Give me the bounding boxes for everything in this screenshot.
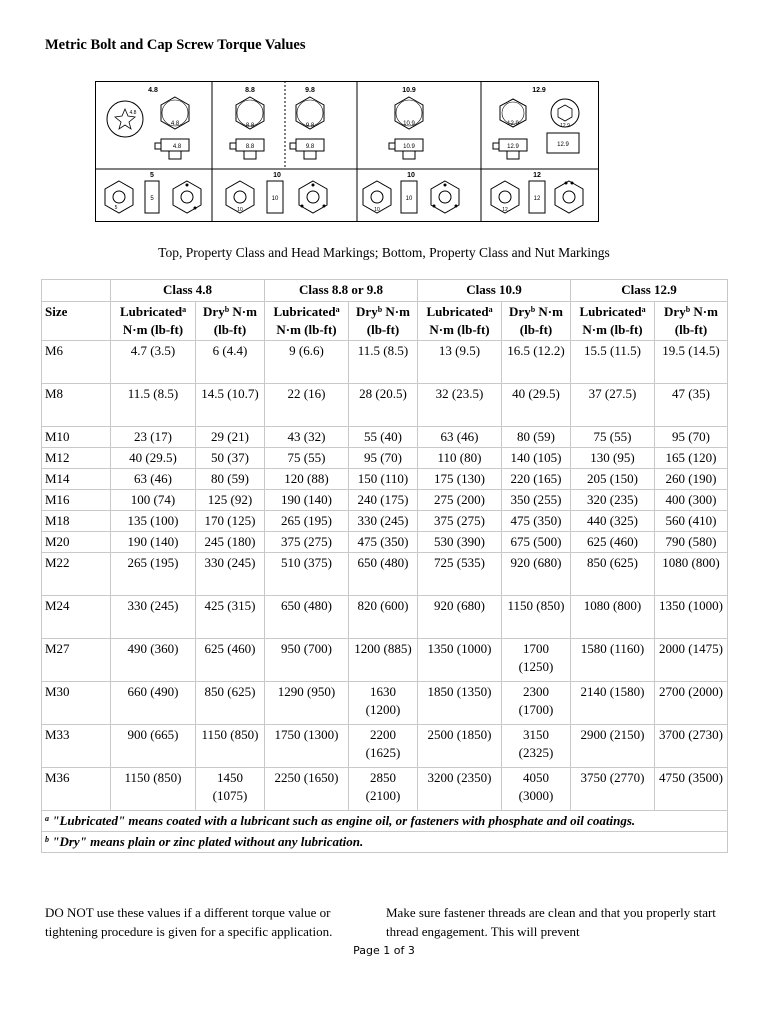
usage-note-left: DO NOT use these values if a different torque value or tightening procedure is given for a specific application.: [45, 905, 333, 939]
torque-value-cell: 1350 (1000): [655, 596, 728, 639]
class-header: Class 4.8: [111, 280, 265, 302]
torque-value-cell: 900 (665): [111, 725, 196, 768]
torque-value-cell: 75 (55): [265, 448, 349, 469]
class-header-row: [42, 280, 728, 302]
torque-value-cell: 530 (390): [418, 532, 502, 553]
torque-value-cell: 95 (70): [349, 448, 418, 469]
torque-value-cell: 63 (46): [418, 427, 502, 448]
torque-value-cell: 790 (580): [655, 532, 728, 553]
torque-value-cell: 820 (600): [349, 596, 418, 639]
torque-table: [41, 279, 728, 853]
head-mark: 12.9: [560, 123, 570, 129]
torque-value-cell: 23 (17): [111, 427, 196, 448]
torque-value-cell: 440 (325): [571, 511, 655, 532]
torque-value-cell: 260 (190): [655, 469, 728, 490]
class-label: 9.8: [305, 87, 315, 94]
class-label: 12: [533, 172, 541, 179]
torque-value-cell: 4.7 (3.5): [111, 341, 196, 384]
torque-value-cell: 1850 (1350): [418, 682, 502, 725]
usage-note-right: Make sure fastener threads are clean and that you properly start thread engagement. This will prevent: [386, 905, 716, 939]
torque-value-cell: 80 (59): [196, 469, 265, 490]
torque-value-cell: 275 (200): [418, 490, 502, 511]
torque-value-cell: 220 (165): [502, 469, 571, 490]
torque-value-cell: 63 (46): [111, 469, 196, 490]
torque-value-cell: 165 (120): [655, 448, 728, 469]
size-cell: M18: [42, 511, 111, 532]
class-label: 10: [407, 172, 415, 179]
torque-value-cell: 1080 (800): [571, 596, 655, 639]
torque-value-cell: 1290 (950): [265, 682, 349, 725]
torque-value-cell: 2200 (1625): [349, 725, 418, 768]
torque-value-cell: 920 (680): [418, 596, 502, 639]
torque-value-cell: 13 (9.5): [418, 341, 502, 384]
class-header: Class 10.9: [418, 280, 571, 302]
size-cell: M16: [42, 490, 111, 511]
torque-value-cell: 265 (195): [111, 553, 196, 596]
torque-value-cell: 850 (625): [196, 682, 265, 725]
size-cell: M27: [42, 639, 111, 682]
torque-value-cell: 190 (140): [111, 532, 196, 553]
table-row: [42, 511, 728, 532]
torque-value-cell: 100 (74): [111, 490, 196, 511]
head-mark: 4.8: [172, 144, 182, 150]
torque-value-cell: 190 (140): [265, 490, 349, 511]
torque-value-cell: 490 (360): [111, 639, 196, 682]
table-row: [42, 532, 728, 553]
torque-value-cell: 475 (350): [502, 511, 571, 532]
torque-value-cell: 2000 (1475): [655, 639, 728, 682]
nut-mark: 10: [405, 196, 413, 202]
class-label: 12.9: [532, 87, 546, 94]
figure-caption: Top, Property Class and Head Markings; Bottom, Property Class and Nut Markings: [158, 245, 610, 260]
torque-value-cell: 40 (29.5): [111, 448, 196, 469]
unit-header-row: [42, 302, 728, 341]
nut-mark: 10: [374, 207, 380, 213]
torque-value-cell: 4750 (3500): [655, 768, 728, 811]
size-cell: M6: [42, 341, 111, 384]
size-header: Size: [42, 302, 111, 341]
torque-value-cell: 28 (20.5): [349, 384, 418, 427]
torque-value-cell: 350 (255): [502, 490, 571, 511]
torque-value-cell: 1150 (850): [502, 596, 571, 639]
head-mark: 12.9: [557, 142, 569, 148]
table-row: [42, 490, 728, 511]
torque-value-cell: 2700 (2000): [655, 682, 728, 725]
torque-value-cell: 1150 (850): [111, 768, 196, 811]
torque-value-cell: 110 (80): [418, 448, 502, 469]
torque-value-cell: 130 (95): [571, 448, 655, 469]
torque-value-cell: 240 (175): [349, 490, 418, 511]
torque-value-cell: 510 (375): [265, 553, 349, 596]
torque-value-cell: 125 (92): [196, 490, 265, 511]
size-cell: M20: [42, 532, 111, 553]
torque-value-cell: 135 (100): [111, 511, 196, 532]
table-row: [42, 448, 728, 469]
torque-value-cell: 50 (37): [196, 448, 265, 469]
torque-value-cell: 475 (350): [349, 532, 418, 553]
class-label: 10.9: [402, 87, 416, 94]
head-mark: 8.8: [245, 123, 255, 129]
torque-value-cell: 2900 (2150): [571, 725, 655, 768]
nut-top: [105, 181, 133, 213]
footnote-dry: $^b$ "Dry" means plain or zinc plated without any lubrication.: [42, 832, 728, 853]
torque-value-cell: 22 (16): [265, 384, 349, 427]
head-mark: 12.9: [507, 144, 519, 150]
torque-value-cell: 2250 (1650): [265, 768, 349, 811]
head-mark: 10.9: [403, 144, 415, 150]
torque-value-cell: 375 (275): [418, 511, 502, 532]
torque-value-cell: 2850 (2100): [349, 768, 418, 811]
torque-value-cell: 170 (125): [196, 511, 265, 532]
torque-value-cell: 205 (150): [571, 469, 655, 490]
torque-value-cell: 560 (410): [655, 511, 728, 532]
torque-value-cell: 1350 (1000): [418, 639, 502, 682]
lubricated-header: Lubricated$^a$ N·m (lb-ft): [418, 302, 502, 341]
table-row: [42, 682, 728, 725]
torque-value-cell: 425 (315): [196, 596, 265, 639]
table-row: [42, 768, 728, 811]
torque-value-cell: 140 (105): [502, 448, 571, 469]
nut-mark: 12: [502, 207, 508, 213]
page-title: Metric Bolt and Cap Screw Torque Values: [45, 37, 306, 53]
torque-value-cell: 1450 (1075): [196, 768, 265, 811]
torque-value-cell: 375 (275): [265, 532, 349, 553]
table-row: [42, 725, 728, 768]
torque-value-cell: 330 (245): [349, 511, 418, 532]
torque-value-cell: 2140 (1580): [571, 682, 655, 725]
torque-value-cell: 43 (32): [265, 427, 349, 448]
class-header: Class 8.8 or 9.8: [265, 280, 418, 302]
table-row: [42, 384, 728, 427]
size-cell: M22: [42, 553, 111, 596]
torque-value-cell: 29 (21): [196, 427, 265, 448]
torque-value-cell: 3200 (2350): [418, 768, 502, 811]
torque-value-cell: 3700 (2730): [655, 725, 728, 768]
lubricated-header: Lubricated$^a$ N·m (lb-ft): [265, 302, 349, 341]
torque-value-cell: 1630 (1200): [349, 682, 418, 725]
torque-value-cell: 16.5 (12.2): [502, 341, 571, 384]
torque-value-cell: 95 (70): [655, 427, 728, 448]
table-row: [42, 596, 728, 639]
torque-value-cell: 1580 (1160): [571, 639, 655, 682]
footnote-lubricated: $^a$ "Lubricated" means coated with a lubricant such as engine oil, or fasteners with phosphate and oil coatings.: [42, 811, 728, 832]
dry-header: Dry$^b$ N·m (lb-ft): [349, 302, 418, 341]
class-label: 5: [150, 172, 154, 179]
torque-value-cell: 725 (535): [418, 553, 502, 596]
torque-value-cell: 920 (680): [502, 553, 571, 596]
torque-value-cell: 4050 (3000): [502, 768, 571, 811]
size-cell: M14: [42, 469, 111, 490]
torque-value-cell: 850 (625): [571, 553, 655, 596]
torque-value-cell: 3750 (2770): [571, 768, 655, 811]
footnote-row: [42, 811, 728, 832]
torque-value-cell: 14.5 (10.7): [196, 384, 265, 427]
size-cell: M24: [42, 596, 111, 639]
dry-header: Dry$^b$ N·m (lb-ft): [196, 302, 265, 341]
torque-value-cell: 80 (59): [502, 427, 571, 448]
lubricated-header: Lubricated$^a$ N·m (lb-ft): [571, 302, 655, 341]
footnote-row: [42, 832, 728, 853]
torque-value-cell: 650 (480): [265, 596, 349, 639]
torque-body: [42, 341, 728, 811]
class-label: 8.8: [245, 87, 255, 94]
dry-header: Dry$^b$ N·m (lb-ft): [655, 302, 728, 341]
table-row: [42, 469, 728, 490]
nut-mark: 5: [150, 196, 154, 202]
head-mark: 4.8: [129, 110, 137, 116]
torque-value-cell: 400 (300): [655, 490, 728, 511]
torque-value-cell: 3150 (2325): [502, 725, 571, 768]
nut-top: [555, 181, 583, 213]
torque-value-cell: 6 (4.4): [196, 341, 265, 384]
torque-value-cell: 11.5 (8.5): [111, 384, 196, 427]
torque-value-cell: 330 (245): [196, 553, 265, 596]
torque-value-cell: 625 (460): [196, 639, 265, 682]
torque-value-cell: 675 (500): [502, 532, 571, 553]
torque-value-cell: 19.5 (14.5): [655, 341, 728, 384]
size-cell: M30: [42, 682, 111, 725]
torque-value-cell: 1150 (850): [196, 725, 265, 768]
head-mark: 12.9: [507, 121, 519, 127]
torque-value-cell: 9 (6.6): [265, 341, 349, 384]
head-mark: 9.8: [305, 144, 315, 150]
table-row: [42, 553, 728, 596]
table-row: [42, 341, 728, 384]
size-cell: M10: [42, 427, 111, 448]
size-cell: M33: [42, 725, 111, 768]
torque-value-cell: 2500 (1850): [418, 725, 502, 768]
size-cell: M8: [42, 384, 111, 427]
table-row: [42, 639, 728, 682]
head-mark: 8.8: [245, 144, 255, 150]
torque-value-cell: 1080 (800): [655, 553, 728, 596]
nut-mark: 10: [237, 207, 243, 213]
torque-value-cell: 1750 (1300): [265, 725, 349, 768]
size-cell: M12: [42, 448, 111, 469]
page-number: Page 1 of 3: [353, 944, 415, 957]
torque-value-cell: 660 (490): [111, 682, 196, 725]
torque-value-cell: 11.5 (8.5): [349, 341, 418, 384]
torque-value-cell: 47 (35): [655, 384, 728, 427]
head-mark: 10.9: [403, 121, 415, 127]
class-label: 4.8: [148, 87, 158, 94]
head-mark: 9.8: [305, 123, 315, 129]
torque-value-cell: 1200 (885): [349, 639, 418, 682]
torque-value-cell: 150 (110): [349, 469, 418, 490]
torque-value-cell: 2300 (1700): [502, 682, 571, 725]
torque-value-cell: 320 (235): [571, 490, 655, 511]
head-mark: 4.8: [170, 121, 180, 127]
torque-value-cell: 330 (245): [111, 596, 196, 639]
torque-value-cell: 265 (195): [265, 511, 349, 532]
torque-value-cell: 37 (27.5): [571, 384, 655, 427]
size-cell: M36: [42, 768, 111, 811]
torque-value-cell: 950 (700): [265, 639, 349, 682]
class-label: 10: [273, 172, 281, 179]
markings-figure: [95, 81, 599, 222]
dry-header: Dry$^b$ N·m (lb-ft): [502, 302, 571, 341]
torque-value-cell: 15.5 (11.5): [571, 341, 655, 384]
header-blank: [42, 280, 111, 302]
torque-value-cell: 650 (480): [349, 553, 418, 596]
nut-mark: 5: [114, 205, 118, 211]
torque-value-cell: 32 (23.5): [418, 384, 502, 427]
torque-value-cell: 40 (29.5): [502, 384, 571, 427]
table-row: [42, 427, 728, 448]
nut-mark: 12: [533, 196, 541, 202]
torque-value-cell: 1700 (1250): [502, 639, 571, 682]
torque-value-cell: 245 (180): [196, 532, 265, 553]
class-header: Class 12.9: [571, 280, 728, 302]
lubricated-header: Lubricated$^a$ N·m (lb-ft): [111, 302, 196, 341]
torque-value-cell: 120 (88): [265, 469, 349, 490]
torque-value-cell: 625 (460): [571, 532, 655, 553]
torque-value-cell: 75 (55): [571, 427, 655, 448]
bolt-head-round: [107, 101, 143, 137]
torque-value-cell: 175 (130): [418, 469, 502, 490]
nut-mark: 10: [271, 196, 279, 202]
torque-value-cell: 55 (40): [349, 427, 418, 448]
